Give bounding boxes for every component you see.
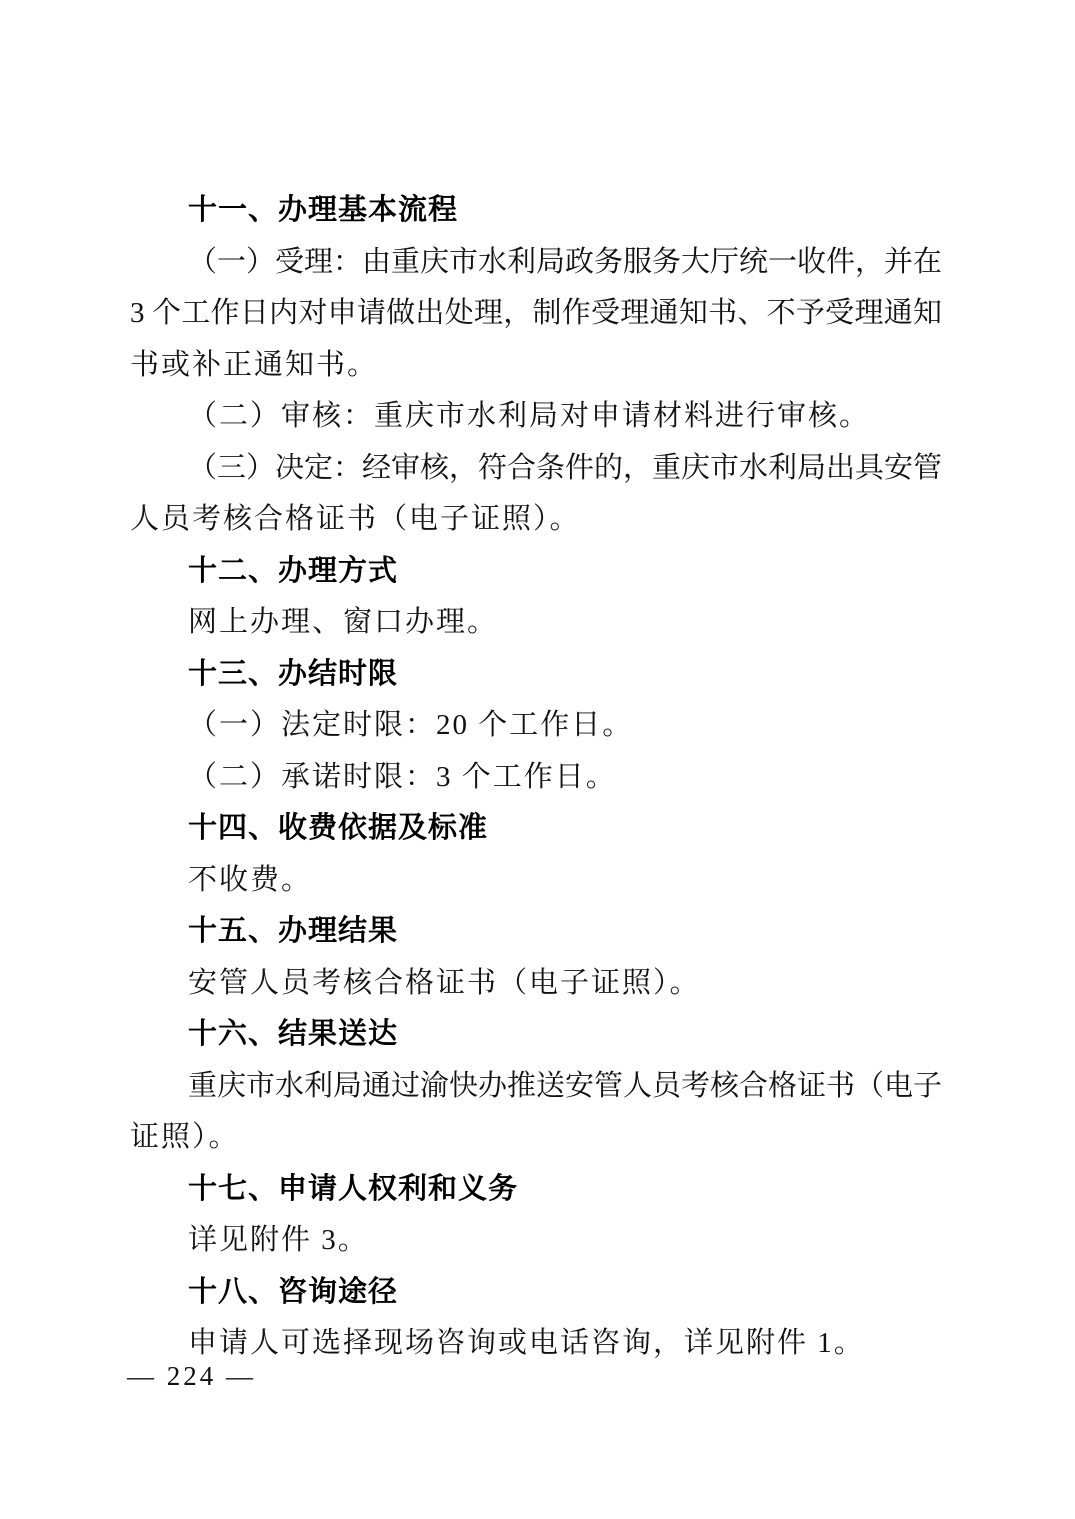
section-heading-12: 十二、办理方式: [188, 554, 399, 587]
text-line: （二）审核：重庆市水利局对申请材料进行审核。: [188, 400, 871, 432]
section-heading-11: 十一、办理基本流程: [188, 194, 459, 226]
section-heading-17: 十七、申请人权利和义务: [188, 1172, 519, 1205]
section-heading-15: 十五、办理结果: [188, 915, 399, 947]
page-number: — 224 —: [127, 1361, 256, 1391]
text-line: 3 个工作日内对申请做出处理，制作受理通知书、不予受理通知: [130, 297, 942, 329]
section-heading-16: 十六、结果送达: [188, 1018, 399, 1050]
text-line: 安管人员考核合格证书（电子证照）。: [188, 966, 701, 999]
text-line: （二）承诺时限：3 个工作日。: [188, 760, 617, 793]
document-body: [130, 185, 942, 1370]
section-heading-18: 十八、咨询途径: [188, 1275, 399, 1308]
text-line: （一）法定时限：20 个工作日。: [188, 709, 634, 741]
text-line: 详见附件 3。: [188, 1224, 369, 1256]
text-line: 网上办理、窗口办理。: [188, 606, 499, 638]
text-line: 重庆市水利局通过渝快办推送安管人员考核合格证书（电子: [188, 1069, 943, 1102]
text-line: （一）受理：由重庆市水利局政务服务大厅统一收件，并在: [188, 245, 943, 278]
text-line: 人员考核合格证书（电子证照）。: [130, 503, 581, 535]
text-line: 证照）。: [130, 1121, 240, 1153]
text-line: 不收费。: [188, 863, 313, 896]
text-line: 书或补正通知书。: [130, 348, 379, 381]
section-heading-13: 十三、办结时限: [188, 657, 399, 690]
text-line: （三）决定：经审核，符合条件的，重庆市水利局出具安管: [188, 451, 943, 484]
text-line: 申请人可选择现场咨询或电话咨询，详见附件 1。: [188, 1327, 865, 1359]
section-heading-14: 十四、收费依据及标准: [188, 812, 489, 844]
